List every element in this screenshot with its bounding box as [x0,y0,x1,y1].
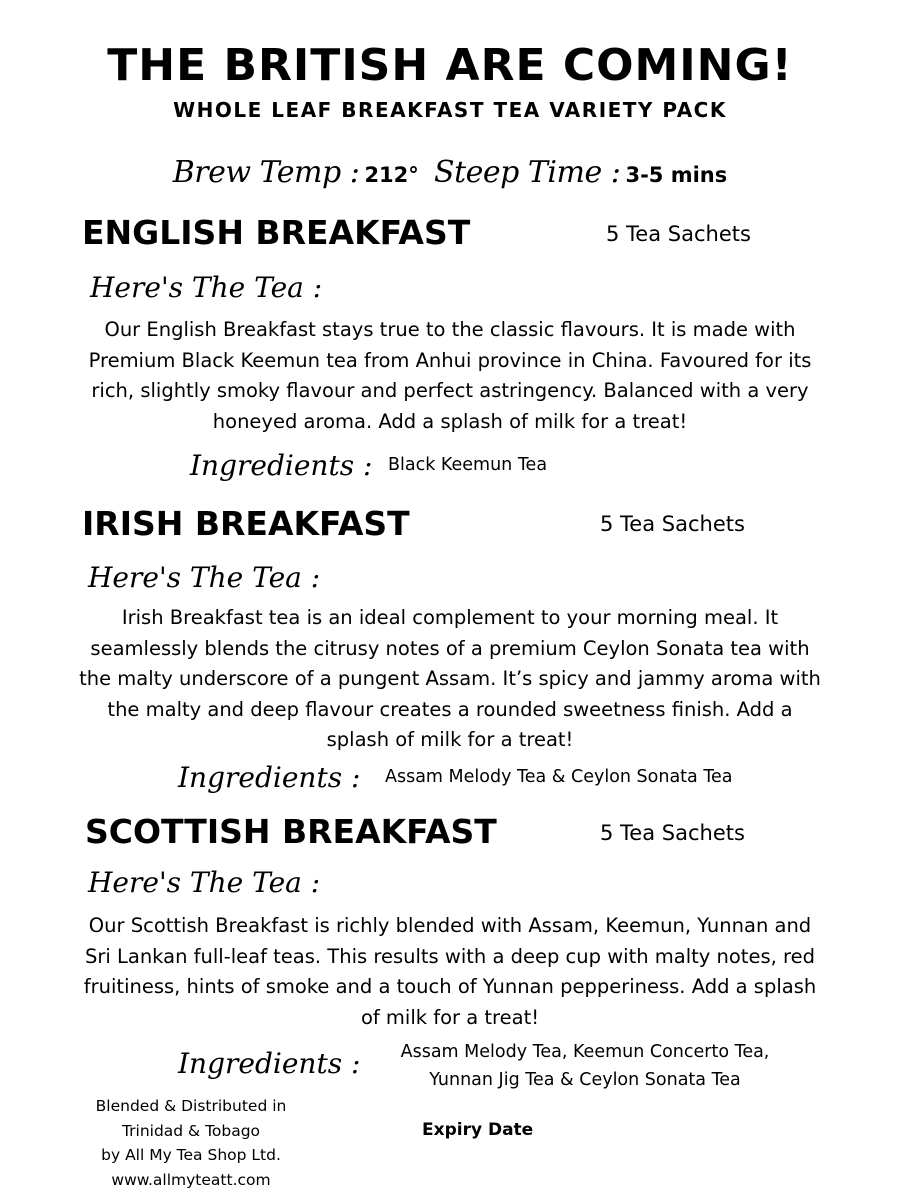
section-title-irish: IRISH BREAKFAST [82,504,410,543]
brew-temp-label: Brew Temp : [172,155,360,190]
ingredients-label-english: Ingredients : [190,449,373,482]
distributor-website: www.allmyteatt.com [111,1170,271,1189]
brew-instructions [0,150,900,200]
heres-the-tea-label-irish: Here's The Tea : [88,561,321,594]
ingredients-label-scottish: Ingredients : [178,1047,361,1080]
page-subtitle: WHOLE LEAF BREAKFAST TEA VARIETY PACK [173,98,727,122]
description-english: Our English Breakfast stays true to the classic flavours. It is made with Premium Black Keemun tea from Anhui province in China. Favoured for its rich, slightly smoky flavour and perfect astringency. Balanced with a very honeyed aroma. Add a splash of milk for a treat! [88,318,812,433]
ingredients-english: Black Keemun Tea [388,455,548,475]
ingredients-label-irish: Ingredients : [178,761,361,794]
ingredients-scottish [370,1038,800,1094]
distributor-line-1: Blended & Distributed in [95,1097,287,1115]
heres-the-tea-label-scottish: Here's The Tea : [88,866,321,899]
section-title-english: ENGLISH BREAKFAST [82,213,471,252]
ingredients-scottish-line-1: Assam Melody Tea, Keemun Concerto Tea, [400,1042,770,1062]
distributor-line-3: by All My Tea Shop Ltd. [101,1146,281,1164]
ingredients-irish: Assam Melody Tea & Ceylon Sonata Tea [385,767,733,787]
distributor-line-2: Trinidad & Tobago [121,1121,261,1140]
description-scottish: Our Scottish Breakfast is richly blended with Assam, Keemun, Yunnan and Sri Lankan full-leaf teas. This results with a deep cup with malty notes, red fruitiness, hints of smoke and a touch of Yunnan pepperiness. Add a splash of milk for a treat! [83,914,817,1029]
sachet-count-irish: 5 Tea Sachets [600,512,745,536]
sachet-count-scottish: 5 Tea Sachets [600,821,745,845]
ingredients-scottish-line-2: Yunnan Jig Tea & Ceylon Sonata Tea [429,1070,741,1090]
steep-time-value: 3-5 mins [625,163,728,187]
steep-time-label: Steep Time : [434,155,621,190]
description-irish: Irish Breakfast tea is an ideal complement to your morning meal. It seamlessly blends the citrusy notes of a premium Ceylon Sonata tea with the malty underscore of a pungent Assam. It’s spicy and jammy aroma with the malty and deep flavour creates a rounded sweetness finish. Add a splash of milk for a treat! [79,606,821,751]
sachet-count-english: 5 Tea Sachets [606,222,751,246]
brew-temp-value: 212° [364,163,419,187]
heres-the-tea-label-english: Here's The Tea : [90,271,323,304]
page-title: THE BRITISH ARE COMING! [107,40,793,91]
distributor-info [60,1094,322,1192]
expiry-date-label: Expiry Date [422,1120,534,1140]
section-title-scottish: SCOTTISH BREAKFAST [85,812,497,851]
